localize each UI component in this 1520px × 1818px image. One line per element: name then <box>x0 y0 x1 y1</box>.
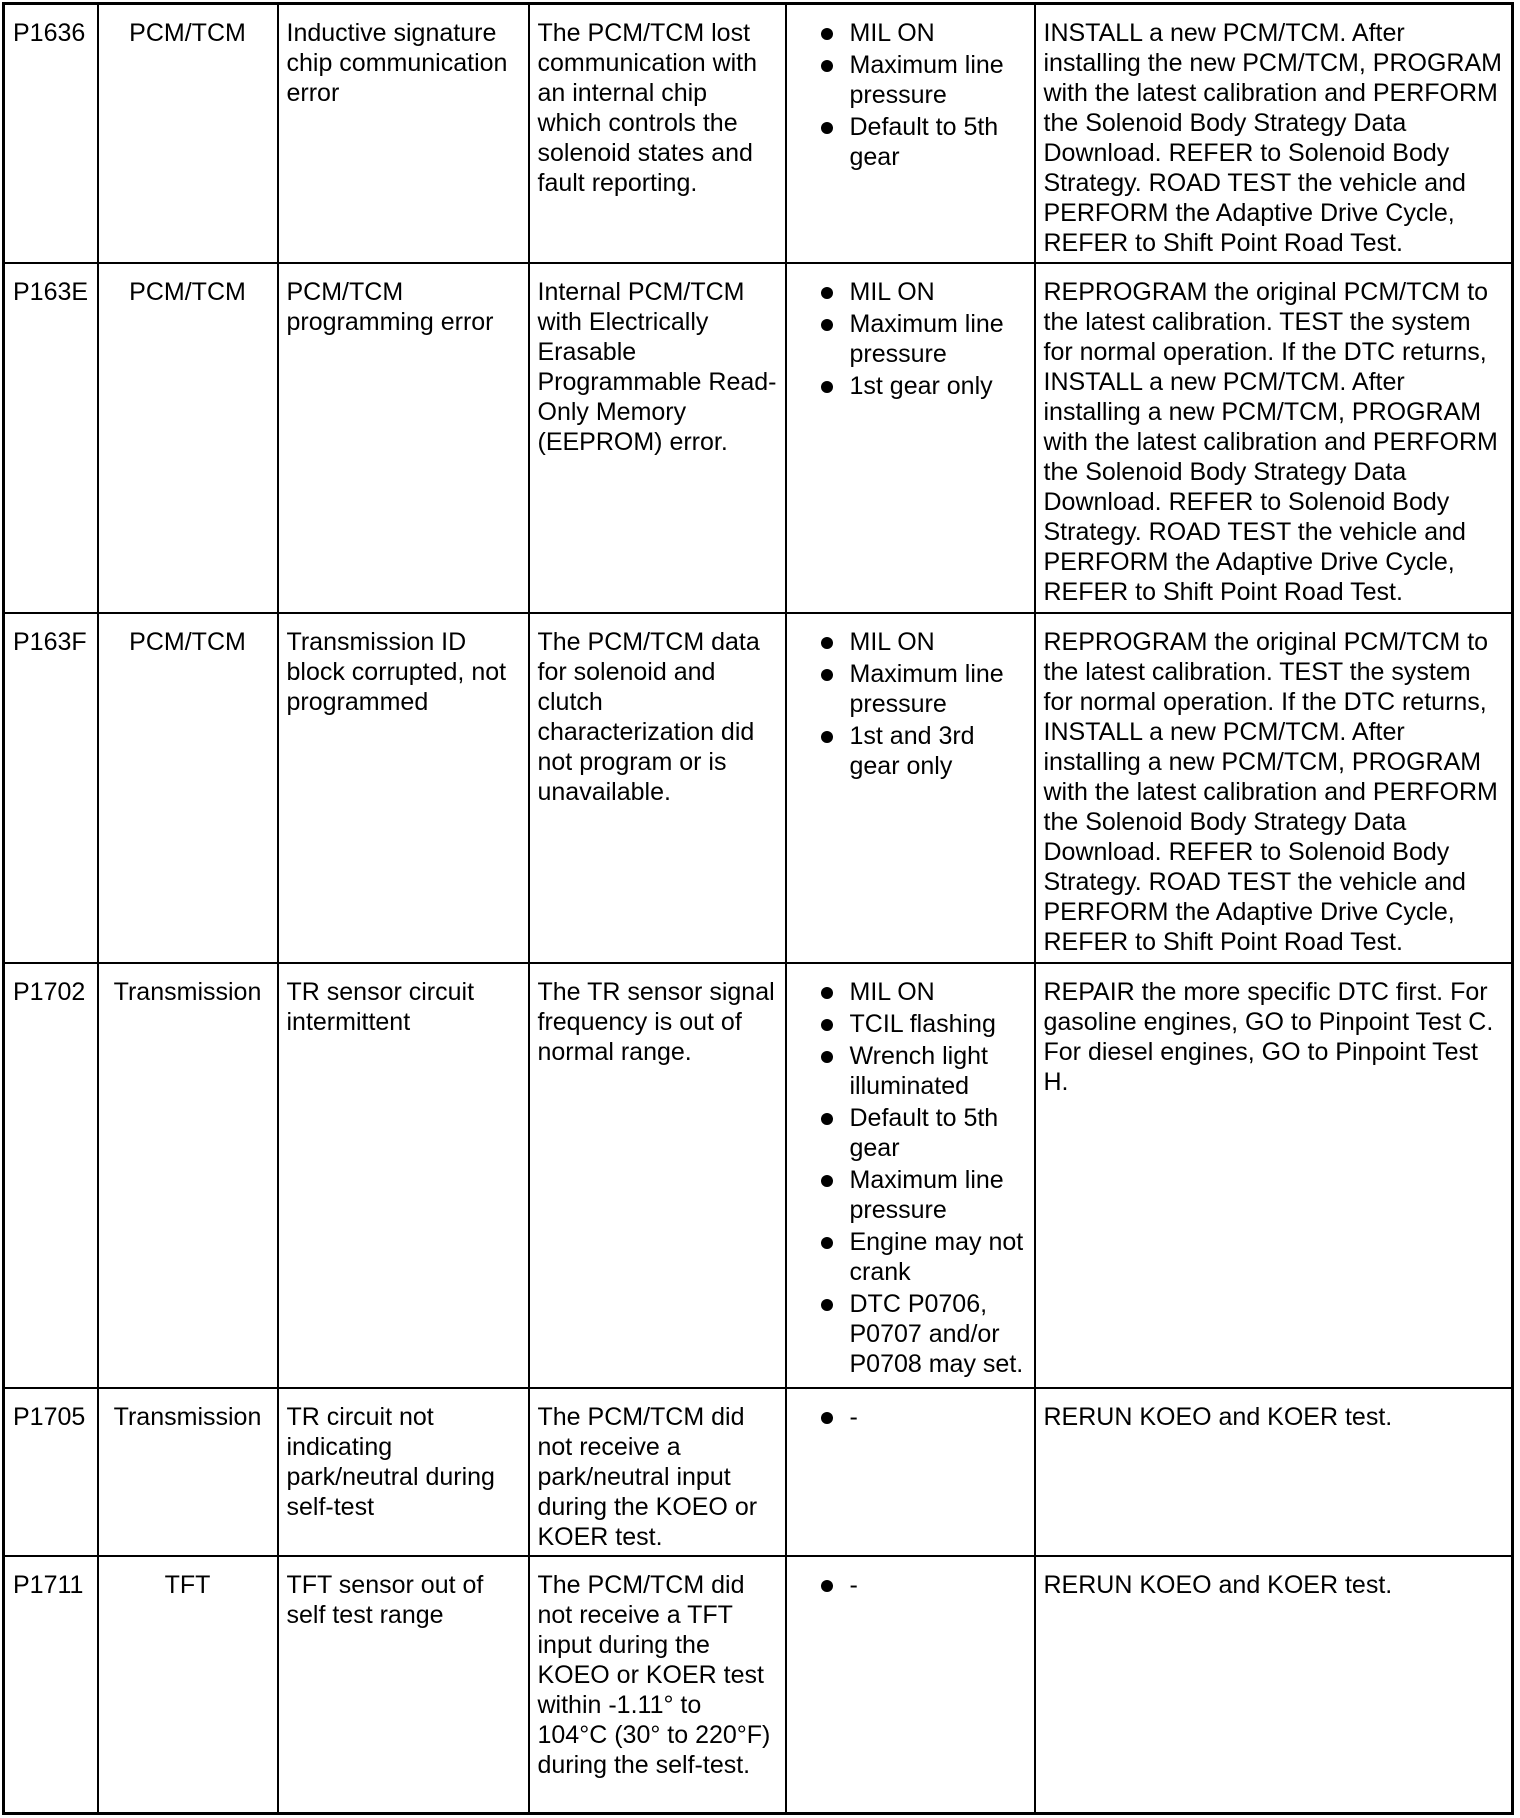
symptom-text: Maximum line pressure <box>849 309 1004 368</box>
bullet-icon <box>821 381 833 393</box>
dtc-code: P1705 <box>4 1388 98 1556</box>
condition-cell: Internal PCM/TCM with Electrically Erasable Programmable Read-Only Memory (EEPROM) error. <box>529 263 786 613</box>
dtc-code: P1636 <box>4 4 98 263</box>
bullet-icon <box>821 1175 833 1187</box>
module-cell: Transmission <box>98 1388 278 1556</box>
table-row <box>4 963 1513 1388</box>
symptom-item <box>818 1227 1026 1287</box>
bullet-icon <box>821 28 833 40</box>
table-row <box>4 1388 1513 1556</box>
action-cell: REPAIR the more specific DTC first. For gasoline engines, GO to Pinpoint Test C. For diesel engines, GO to Pinpoint Test H. <box>1035 963 1513 1388</box>
symptom-text: Maximum line pressure <box>849 1165 1004 1224</box>
description-cell: Inductive signature chip communication error <box>278 4 529 263</box>
symptom-item <box>818 277 1026 307</box>
table-row <box>4 613 1513 963</box>
symptom-text: MIL ON <box>849 19 935 47</box>
symptom-item <box>818 1402 1026 1432</box>
action-cell: RERUN KOEO and KOER test. <box>1035 1556 1513 1814</box>
symptom-item <box>818 1570 1026 1600</box>
action-cell: REPROGRAM the original PCM/TCM to the latest calibration. TEST the system for normal operation. If the DTC returns, INSTALL a new PCM/TCM. After installing a new PCM/TCM, PROGRAM with the latest calibration and PERFORM the Solenoid Body Strategy Data Download. REFER to Solenoid Body Strategy. ROAD TEST the vehicle and PERFORM the Adaptive Drive Cycle, REFER to Shift Point Road Test. <box>1035 613 1513 963</box>
bullet-icon <box>821 1412 833 1424</box>
bullet-icon <box>821 1237 833 1249</box>
action-cell: INSTALL a new PCM/TCM. After installing the new PCM/TCM, PROGRAM with the latest calibration and PERFORM the Solenoid Body Strategy Data Download. REFER to Solenoid Body Strategy. ROAD TEST the vehicle and PERFORM the Adaptive Drive Cycle, REFER to Shift Point Road Test. <box>1035 4 1513 263</box>
symptom-text: Maximum line pressure <box>849 659 1004 718</box>
bullet-icon <box>821 1051 833 1063</box>
bullet-icon <box>821 731 833 743</box>
description-cell: TR circuit not indicating park/neutral during self-test <box>278 1388 529 1556</box>
symptom-text: MIL ON <box>849 977 935 1006</box>
symptom-text: Wrench light illuminated <box>849 1041 988 1100</box>
symptoms-cell <box>786 963 1035 1388</box>
table-row <box>4 263 1513 613</box>
bullet-icon <box>821 1299 833 1311</box>
module-cell: Transmission <box>98 963 278 1388</box>
symptom-item <box>818 18 1026 48</box>
symptom-text: Engine may not crank <box>849 1227 1024 1286</box>
condition-cell: The PCM/TCM data for solenoid and clutch characterization did not program or is unavailable. <box>529 613 786 963</box>
symptoms-cell <box>786 4 1035 263</box>
symptoms-cell <box>786 263 1035 613</box>
bullet-icon <box>821 122 833 134</box>
bullet-icon <box>821 669 833 681</box>
bullet-icon <box>821 60 833 72</box>
symptom-item <box>818 659 1026 719</box>
condition-cell: The PCM/TCM did not receive a park/neutral input during the KOEO or KOER test. <box>529 1388 786 1556</box>
description-cell: Transmission ID block corrupted, not programmed <box>278 613 529 963</box>
symptom-item <box>818 627 1026 657</box>
bullet-icon <box>821 1019 833 1031</box>
symptom-text: 1st and 3rd gear only <box>849 721 975 780</box>
symptom-text: TCIL flashing <box>849 1009 996 1038</box>
description-cell: TR sensor circuit intermittent <box>278 963 529 1388</box>
symptom-item <box>818 977 1026 1007</box>
bullet-icon <box>821 1580 833 1592</box>
symptom-item <box>818 371 1026 401</box>
symptom-text: Default to 5th gear <box>849 113 999 171</box>
symptom-text: - <box>849 1402 858 1431</box>
dtc-table <box>2 2 1514 1815</box>
bullet-icon <box>821 987 833 999</box>
module-cell: PCM/TCM <box>98 4 278 263</box>
symptom-text: Maximum line pressure <box>849 51 1004 109</box>
module-cell: PCM/TCM <box>98 263 278 613</box>
symptom-item <box>818 50 1026 110</box>
symptom-item <box>818 309 1026 369</box>
module-cell: PCM/TCM <box>98 613 278 963</box>
condition-cell: The TR sensor signal frequency is out of normal range. <box>529 963 786 1388</box>
symptom-text: Default to 5th gear <box>849 1103 999 1162</box>
condition-cell: The PCM/TCM did not receive a TFT input during the KOEO or KOER test within -1.11° to 104°C (30° to 220°F) during the self-test. <box>529 1556 786 1814</box>
description-cell: PCM/TCM programming error <box>278 263 529 613</box>
dtc-code: P163F <box>4 613 98 963</box>
module-cell: TFT <box>98 1556 278 1814</box>
symptom-item <box>818 721 1026 781</box>
dtc-code: P1711 <box>4 1556 98 1814</box>
symptom-item <box>818 1165 1026 1225</box>
action-cell: REPROGRAM the original PCM/TCM to the latest calibration. TEST the system for normal operation. If the DTC returns, INSTALL a new PCM/TCM. After installing a new PCM/TCM, PROGRAM with the latest calibration and PERFORM the Solenoid Body Strategy Data Download. REFER to Solenoid Body Strategy. ROAD TEST the vehicle and PERFORM the Adaptive Drive Cycle, REFER to Shift Point Road Test. <box>1035 263 1513 613</box>
action-cell: RERUN KOEO and KOER test. <box>1035 1388 1513 1556</box>
table-row <box>4 4 1513 263</box>
description-cell: TFT sensor out of self test range <box>278 1556 529 1814</box>
symptom-item <box>818 112 1026 172</box>
dtc-code: P1702 <box>4 963 98 1388</box>
table-row <box>4 1556 1513 1814</box>
symptoms-cell <box>786 613 1035 963</box>
symptoms-cell <box>786 1556 1035 1814</box>
symptom-item <box>818 1103 1026 1163</box>
bullet-icon <box>821 1113 833 1125</box>
symptom-text: DTC P0706, P0707 and/or P0708 may set. <box>849 1289 1024 1378</box>
symptoms-cell <box>786 1388 1035 1556</box>
symptom-item <box>818 1289 1026 1379</box>
symptom-text: MIL ON <box>849 627 935 656</box>
symptom-text: 1st gear only <box>849 371 993 400</box>
bullet-icon <box>821 637 833 649</box>
symptom-item <box>818 1041 1026 1101</box>
symptom-text: MIL ON <box>849 277 935 306</box>
bullet-icon <box>821 287 833 299</box>
bullet-icon <box>821 319 833 331</box>
dtc-code: P163E <box>4 263 98 613</box>
symptom-item <box>818 1009 1026 1039</box>
condition-cell: The PCM/TCM lost communication with an internal chip which controls the solenoid states and fault reporting. <box>529 4 786 263</box>
symptom-text: - <box>849 1570 858 1599</box>
